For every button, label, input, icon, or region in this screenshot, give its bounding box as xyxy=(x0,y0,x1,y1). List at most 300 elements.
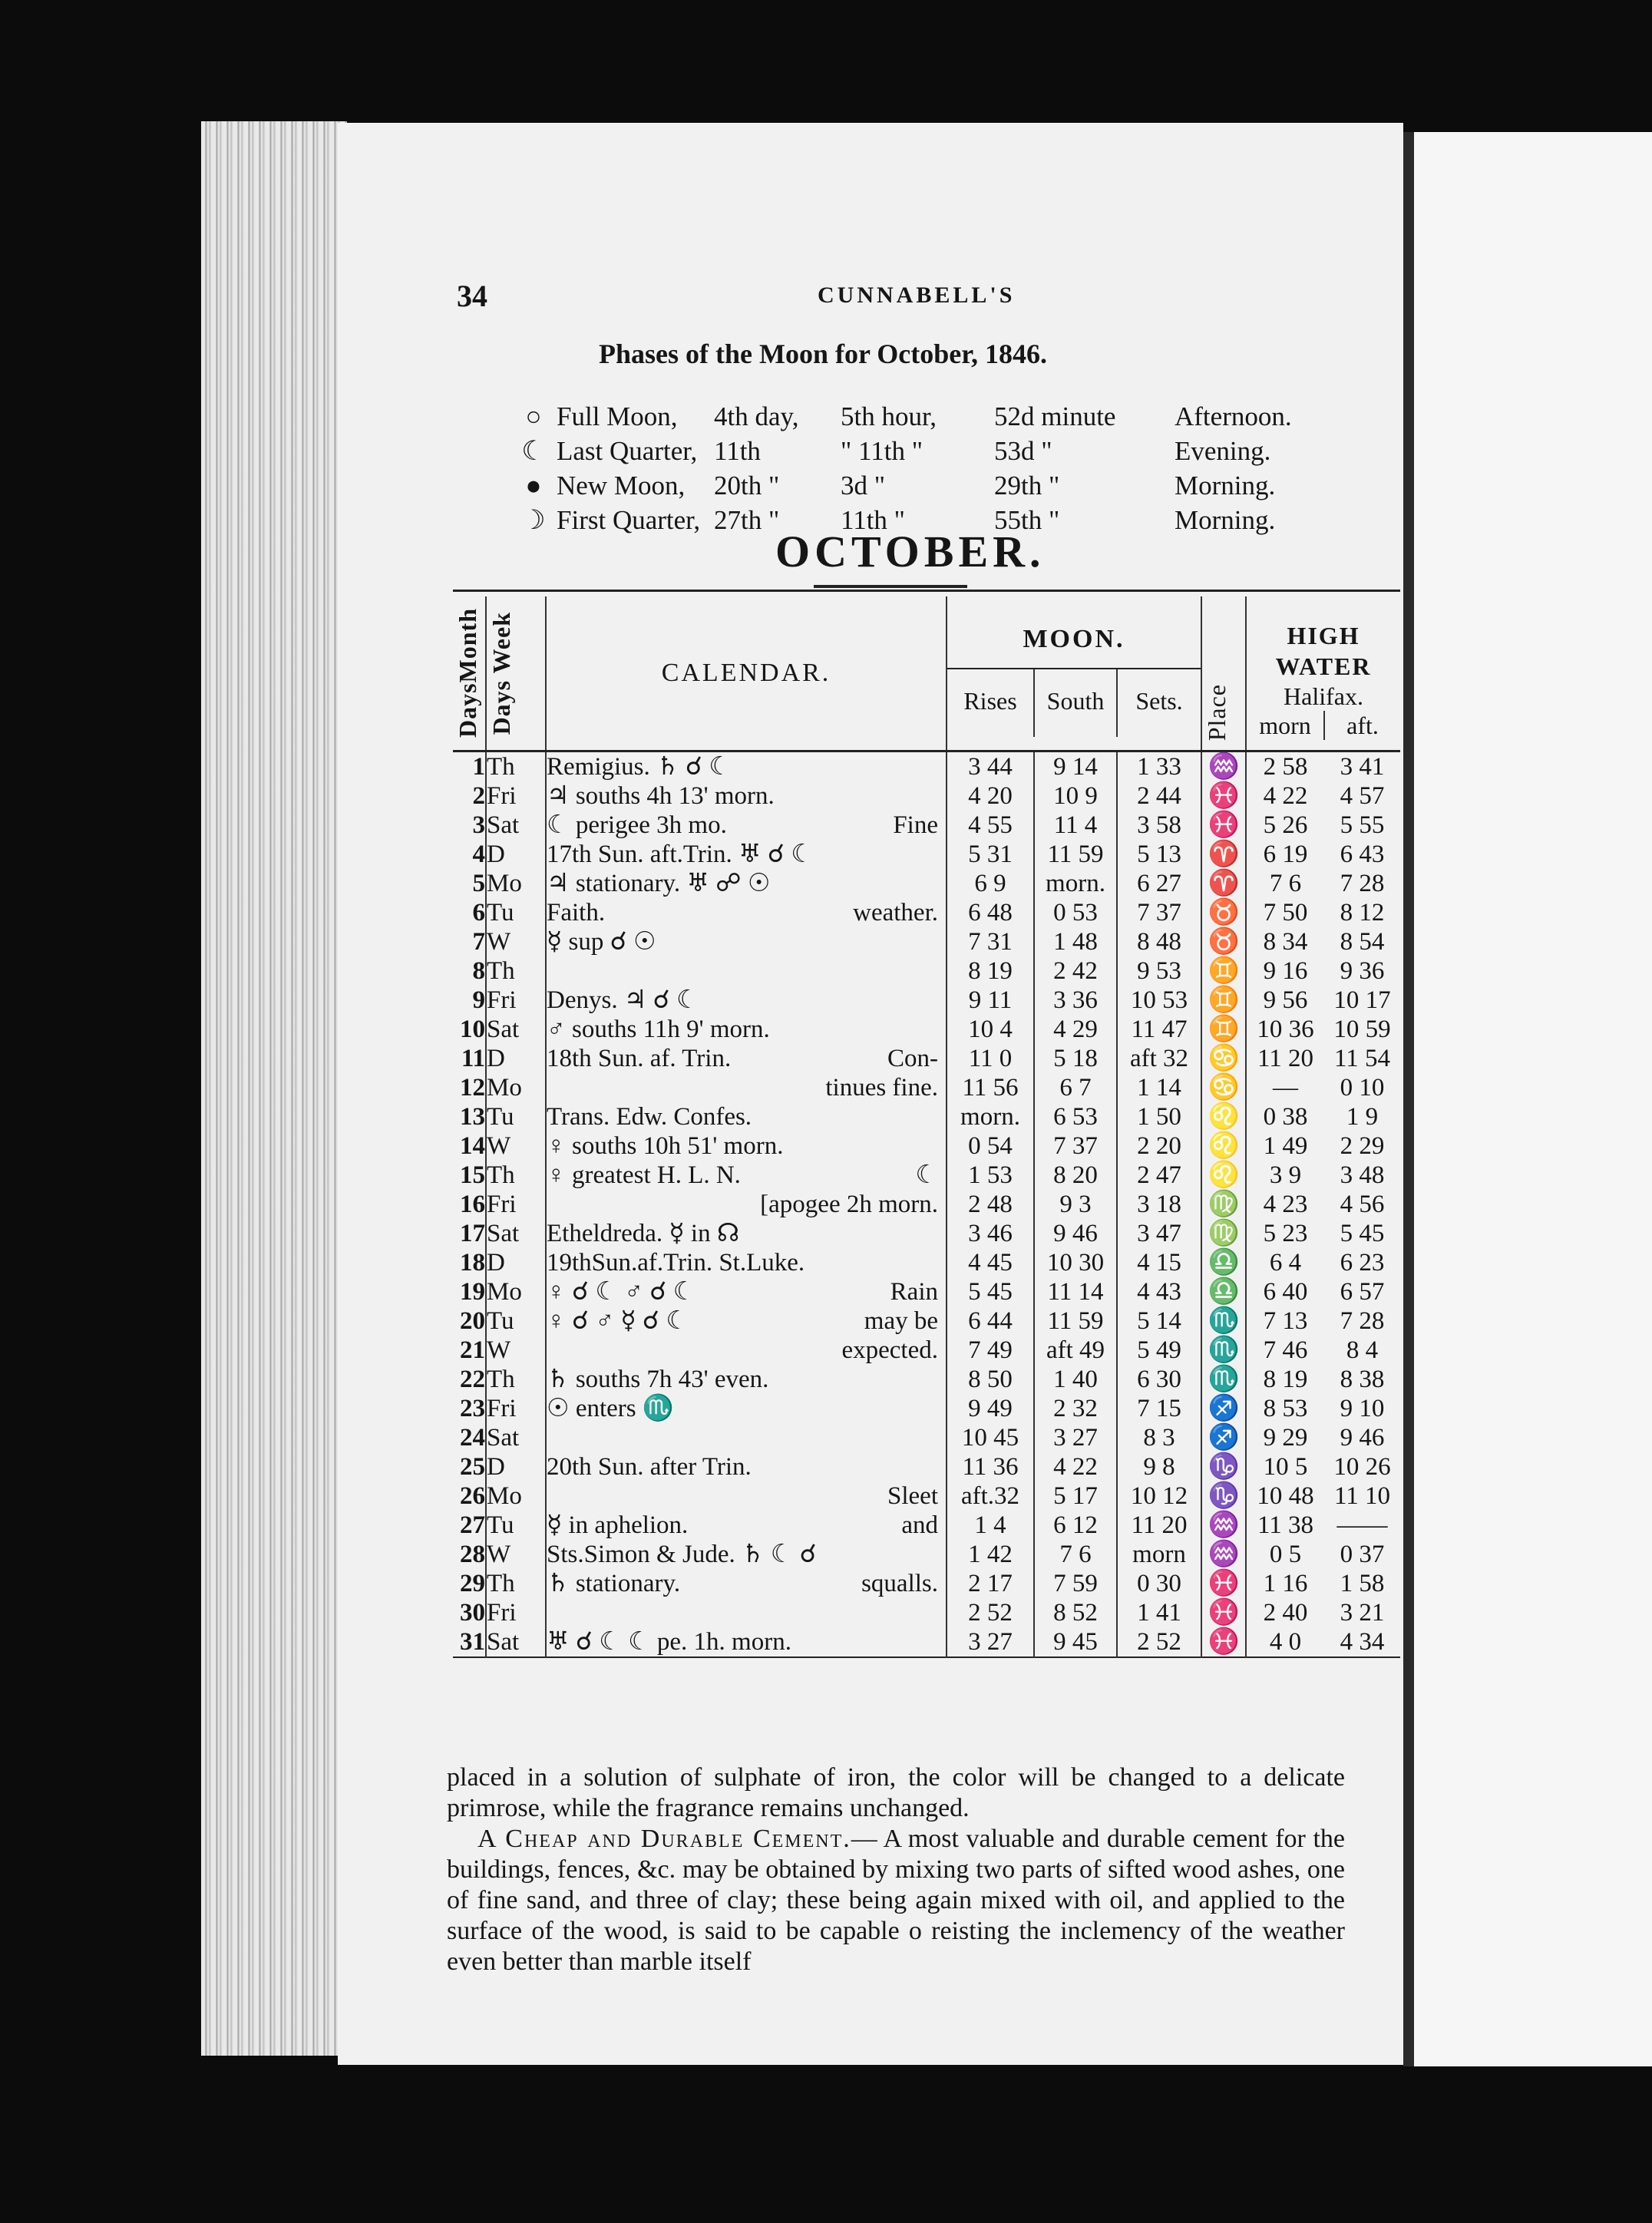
page-edges xyxy=(201,121,347,2056)
moon-place-sign: ♉ xyxy=(1201,927,1246,956)
high-water-aft: 0 10 xyxy=(1340,1074,1385,1102)
calendar-note-text xyxy=(547,927,946,956)
moon-sets: 1 50 xyxy=(1117,1102,1201,1131)
header-rises: Rises xyxy=(963,687,1017,715)
moon-rises: aft.32 xyxy=(947,1481,1034,1511)
calendar-note xyxy=(546,1248,947,1277)
moon-sets: 6 30 xyxy=(1117,1365,1201,1394)
day-of-month: 16 xyxy=(460,1191,485,1218)
moon-rises: 1 4 xyxy=(947,1511,1034,1540)
phase-symbol-icon: ● xyxy=(525,471,542,500)
day-of-week: Sat xyxy=(486,811,546,840)
table-row xyxy=(453,1423,1400,1452)
phase-name: New Moon, xyxy=(557,471,686,500)
day-of-week: Th xyxy=(486,1161,546,1190)
table-row xyxy=(453,956,1400,986)
table-row xyxy=(453,898,1400,927)
high-water-aft: 10 59 xyxy=(1333,1016,1391,1043)
moon-south: 2 32 xyxy=(1034,1394,1117,1423)
calendar-note xyxy=(546,1336,947,1365)
moon-rises: 7 49 xyxy=(947,1336,1034,1365)
calendar-note-text xyxy=(547,986,946,1015)
table-row xyxy=(453,1102,1400,1131)
high-water-aft: 3 48 xyxy=(1340,1161,1385,1189)
moon-place-sign: ♊ xyxy=(1201,986,1246,1015)
phase-hour: 5th hour, xyxy=(841,401,937,431)
day-of-month: 19 xyxy=(460,1278,485,1306)
high-water-aft: 11 54 xyxy=(1333,1045,1391,1072)
table-row xyxy=(453,1015,1400,1044)
calendar-note-text xyxy=(547,1190,946,1219)
day-of-month: 18 xyxy=(460,1249,485,1277)
calendar-note-text xyxy=(547,869,946,898)
moon-south: 9 46 xyxy=(1034,1219,1117,1248)
phase-hour: " 11th " xyxy=(841,436,923,466)
phase-hour: 11th " xyxy=(841,505,905,535)
month-title: OCTOBER. xyxy=(775,527,1046,576)
high-water-aft: 8 12 xyxy=(1340,899,1385,927)
table-row xyxy=(453,1248,1400,1277)
calendar-note-text xyxy=(547,1015,946,1044)
calendar-note-left: ♃ souths 4h 13' morn. xyxy=(547,782,775,810)
high-water-morn: 10 5 xyxy=(1246,1452,1324,1481)
calendar-note-left: 18th Sun. af. Trin. xyxy=(547,1045,732,1072)
high-water-morn: 4 23 xyxy=(1246,1190,1324,1219)
day-of-week: Th xyxy=(486,1569,546,1598)
day-of-week: Th xyxy=(486,1365,546,1394)
moon-south: 11 14 xyxy=(1034,1277,1117,1306)
day-of-month: 25 xyxy=(460,1453,485,1481)
moon-sets: 5 13 xyxy=(1117,840,1201,869)
calendar-note xyxy=(546,1102,947,1131)
calendar-note-right xyxy=(938,752,946,781)
calendar-note xyxy=(546,1481,947,1511)
day-of-month: 24 xyxy=(460,1424,485,1452)
high-water-aft: 1 58 xyxy=(1340,1570,1385,1597)
day-of-week: D xyxy=(486,840,546,869)
high-water-aft: 3 21 xyxy=(1340,1599,1385,1627)
moon-rises: 4 45 xyxy=(947,1248,1034,1277)
table-row xyxy=(453,751,1400,782)
moon-south: 11 4 xyxy=(1034,811,1117,840)
day-of-week: Fri xyxy=(486,1190,546,1219)
day-of-week: Sat xyxy=(486,1627,546,1657)
phase-time: Afternoon. xyxy=(1175,401,1292,431)
moon-sets: 8 3 xyxy=(1117,1423,1201,1452)
calendar-note-text xyxy=(547,1336,946,1365)
phase-time: Morning. xyxy=(1175,505,1276,535)
moon-place-sign: ♈ xyxy=(1201,869,1246,898)
high-water-morn: 7 13 xyxy=(1246,1306,1324,1336)
moon-place-sign: ♍ xyxy=(1201,1190,1246,1219)
moon-south: 6 7 xyxy=(1034,1073,1117,1102)
high-water-morn: 7 50 xyxy=(1246,898,1324,927)
calendar-note-left: ♅ ☌ ☾ ☾ pe. 1h. morn. xyxy=(547,1628,791,1656)
calendar-note xyxy=(546,1306,947,1336)
moon-place-sign: ♋ xyxy=(1201,1044,1246,1073)
calendar-note-left: ♄ stationary. xyxy=(547,1570,681,1597)
facing-page xyxy=(1403,132,1652,2066)
calendar-note-text xyxy=(547,1394,946,1423)
moon-place-sign: ♌ xyxy=(1201,1161,1246,1190)
moon-place-sign: ♐ xyxy=(1201,1394,1246,1423)
high-water-morn: 2 40 xyxy=(1246,1598,1324,1627)
day-of-month: 7 xyxy=(472,928,485,956)
table-row xyxy=(453,927,1400,956)
moon-place-sign: ♉ xyxy=(1201,898,1246,927)
high-water-aft: 5 45 xyxy=(1340,1220,1385,1247)
day-of-month: 14 xyxy=(460,1132,485,1160)
day-of-week: Sat xyxy=(486,1219,546,1248)
moon-rises: 10 4 xyxy=(947,1015,1034,1044)
moon-place-sign: ♏ xyxy=(1201,1306,1246,1336)
calendar-note-text xyxy=(547,1540,946,1569)
day-of-week: D xyxy=(486,1248,546,1277)
header-sets: Sets. xyxy=(1116,669,1201,737)
moon-place-sign: ♎ xyxy=(1201,1248,1246,1277)
day-of-month: 22 xyxy=(460,1366,485,1393)
calendar-note xyxy=(546,1598,947,1627)
high-water-aft: 8 4 xyxy=(1346,1336,1379,1364)
calendar-note xyxy=(546,1423,947,1452)
footer-text xyxy=(447,1762,1345,1977)
moon-south: 9 14 xyxy=(1034,751,1117,782)
calendar-note-right xyxy=(938,927,946,956)
calendar-note-right: weather. xyxy=(853,899,938,927)
high-water-aft: 4 34 xyxy=(1340,1628,1385,1656)
calendar-note-left: Denys. ♃ ☌ ☾ xyxy=(547,986,699,1014)
moon-rises: 6 44 xyxy=(947,1306,1034,1336)
moon-place-sign: ♏ xyxy=(1201,1365,1246,1394)
high-water-morn: 1 16 xyxy=(1246,1569,1324,1598)
moon-sets: 11 20 xyxy=(1117,1511,1201,1540)
day-of-month: 11 xyxy=(461,1045,485,1072)
header-moon: MOON. xyxy=(947,609,1201,669)
calendar-note-right: expected. xyxy=(841,1336,938,1364)
calendar-note-text xyxy=(547,1481,946,1511)
calendar-note-right xyxy=(938,1102,946,1131)
phase-name: First Quarter, xyxy=(557,505,701,535)
calendar-note-text xyxy=(547,1452,946,1481)
moon-rises: 6 9 xyxy=(947,869,1034,898)
calendar-note-left: ♀ ☌ ♂ ☿ ☌ ☾ xyxy=(547,1307,689,1335)
high-water-morn: 11 38 xyxy=(1246,1511,1324,1540)
high-water-aft: 4 56 xyxy=(1340,1191,1385,1218)
calendar-note xyxy=(546,1452,947,1481)
high-water-morn: 10 48 xyxy=(1246,1481,1324,1511)
moon-rises: 4 20 xyxy=(947,781,1034,811)
moon-sets: 5 14 xyxy=(1117,1306,1201,1336)
header-morn: morn xyxy=(1259,712,1311,739)
high-water-morn: 8 53 xyxy=(1246,1394,1324,1423)
calendar-note-text xyxy=(547,1248,946,1277)
calendar-note-left: 19thSun.af.Trin. St.Luke. xyxy=(547,1249,805,1277)
calendar-note-left: ♀ greatest H. L. N. xyxy=(547,1161,741,1189)
moon-place-sign: ♊ xyxy=(1201,956,1246,986)
high-water-aft: —— xyxy=(1336,1511,1388,1539)
page-header xyxy=(457,278,1278,316)
calendar-note-text xyxy=(547,1627,946,1657)
moon-sets: 1 33 xyxy=(1117,751,1201,782)
moon-place-sign: ♑ xyxy=(1201,1452,1246,1481)
calendar-note-right xyxy=(938,986,946,1015)
moon-sets: 7 15 xyxy=(1117,1394,1201,1423)
moon-rises: 2 52 xyxy=(947,1598,1034,1627)
moon-rises: morn. xyxy=(947,1102,1034,1131)
moon-sets: 7 37 xyxy=(1117,898,1201,927)
moon-sets: 10 53 xyxy=(1117,986,1201,1015)
moon-sets: 4 43 xyxy=(1117,1277,1201,1306)
high-water-aft: 11 10 xyxy=(1333,1482,1391,1510)
phase-day: 20th " xyxy=(714,471,780,500)
day-of-month: 8 xyxy=(472,957,485,985)
moon-place-sign: ♓ xyxy=(1201,1598,1246,1627)
page-number: 34 xyxy=(457,279,487,313)
day-of-month: 20 xyxy=(460,1307,485,1335)
calendar-note-right xyxy=(938,1248,946,1277)
calendar-note xyxy=(546,956,947,986)
moon-rises: 5 45 xyxy=(947,1277,1034,1306)
calendar-note-text xyxy=(547,898,946,927)
table-row xyxy=(453,1511,1400,1540)
high-water-morn: 0 38 xyxy=(1246,1102,1324,1131)
calendar-note xyxy=(546,781,947,811)
moon-rises: 11 0 xyxy=(947,1044,1034,1073)
moon-rises: 3 46 xyxy=(947,1219,1034,1248)
calendar-note-left: Etheldreda. ☿ in ☊ xyxy=(547,1220,740,1247)
moon-place-sign: ♊ xyxy=(1201,1015,1246,1044)
calendar-note-right: ☾ xyxy=(915,1161,938,1189)
calendar-note-right xyxy=(938,869,946,898)
calendar-note xyxy=(546,927,947,956)
day-of-week: Mo xyxy=(486,1481,546,1511)
moon-south: 1 40 xyxy=(1034,1365,1117,1394)
high-water-morn: 6 19 xyxy=(1246,840,1324,869)
phase-symbol-icon: ☾ xyxy=(521,436,546,466)
calendar-note-left: ♂ souths 11h 9' morn. xyxy=(547,1016,770,1043)
month-rule xyxy=(814,585,967,588)
calendar-note-text xyxy=(547,1277,946,1306)
day-of-month: 1 xyxy=(472,753,485,781)
day-of-month: 21 xyxy=(460,1336,485,1364)
moon-place-sign: ♓ xyxy=(1201,781,1246,811)
moon-south: 3 27 xyxy=(1034,1423,1117,1452)
calendar-note xyxy=(546,1131,947,1161)
calendar-note-right xyxy=(938,1015,946,1044)
moon-rises: 9 11 xyxy=(947,986,1034,1015)
calendar-note-text xyxy=(547,840,946,869)
day-of-week: W xyxy=(486,1131,546,1161)
moon-south: 1 48 xyxy=(1034,927,1117,956)
moon-sets: 2 44 xyxy=(1117,781,1201,811)
calendar-note-text xyxy=(547,1306,946,1336)
day-of-week: Tu xyxy=(486,1102,546,1131)
day-of-month: 5 xyxy=(472,870,485,897)
moon-sets: morn xyxy=(1117,1540,1201,1569)
table-top-rule xyxy=(453,591,1400,597)
day-of-month: 12 xyxy=(460,1074,485,1102)
table-bottom-cell xyxy=(453,1657,1400,1661)
moon-place-sign: ♌ xyxy=(1201,1102,1246,1131)
phase-day: 11th xyxy=(714,436,761,466)
day-of-month: 10 xyxy=(460,1016,485,1043)
moon-sets: 6 27 xyxy=(1117,869,1201,898)
moon-place-sign: ♒ xyxy=(1201,1511,1246,1540)
moon-sets: 2 52 xyxy=(1117,1627,1201,1657)
calendar-note xyxy=(546,1569,947,1598)
calendar-note xyxy=(546,869,947,898)
day-of-week: Th xyxy=(486,751,546,782)
table-row xyxy=(453,1452,1400,1481)
calendar-note-right: Rain xyxy=(890,1278,938,1306)
moon-place-sign: ♍ xyxy=(1201,1219,1246,1248)
calendar-note-text xyxy=(547,1569,946,1598)
calendar-note-right xyxy=(938,1540,946,1569)
moon-place-sign: ♓ xyxy=(1201,811,1246,840)
calendar-note-left: ♄ souths 7h 43' even. xyxy=(547,1366,769,1393)
moon-sets: 1 41 xyxy=(1117,1598,1201,1627)
calendar-note-right xyxy=(938,1365,946,1394)
table-row xyxy=(453,1306,1400,1336)
moon-rises: 8 19 xyxy=(947,956,1034,986)
high-water-morn: 8 19 xyxy=(1246,1365,1324,1394)
calendar-note-right: Con- xyxy=(887,1045,938,1072)
moon-rises: 10 45 xyxy=(947,1423,1034,1452)
calendar-note-text xyxy=(547,811,946,840)
phase-symbol-icon: ☽ xyxy=(521,505,546,535)
calendar-note-right xyxy=(938,840,946,869)
day-of-month: 26 xyxy=(460,1482,485,1510)
phase-time: Evening. xyxy=(1175,436,1271,466)
high-water-aft: 5 55 xyxy=(1340,811,1385,839)
high-water-aft: 8 54 xyxy=(1340,928,1385,956)
day-of-week: W xyxy=(486,927,546,956)
high-water-aft: 7 28 xyxy=(1340,870,1385,897)
table-row xyxy=(453,1190,1400,1219)
day-of-month: 2 xyxy=(472,782,485,810)
moon-place-sign: ♋ xyxy=(1201,1073,1246,1102)
calendar-note xyxy=(546,811,947,840)
header-moon-group xyxy=(947,596,1201,751)
high-water-aft: 9 46 xyxy=(1340,1424,1385,1452)
phases-title: Phases of the Moon for October, 1846. xyxy=(599,339,1047,369)
moon-sets: 0 30 xyxy=(1117,1569,1201,1598)
high-water-aft: 6 23 xyxy=(1340,1249,1385,1277)
calendar-note xyxy=(546,1511,947,1540)
moon-sets: aft 32 xyxy=(1117,1044,1201,1073)
moon-sets: 1 14 xyxy=(1117,1073,1201,1102)
moon-place-sign: ♐ xyxy=(1201,1423,1246,1452)
high-water-morn: — xyxy=(1246,1073,1324,1102)
calendar-note-left: Sts.Simon & Jude. ♄ ☾ ☌ xyxy=(547,1541,817,1568)
table-row xyxy=(453,1394,1400,1423)
moon-south: morn. xyxy=(1034,869,1117,898)
day-of-month: 17 xyxy=(460,1220,485,1247)
calendar-note-text xyxy=(547,1131,946,1161)
high-water-morn: 10 36 xyxy=(1246,1015,1324,1044)
moon-rises: 0 54 xyxy=(947,1131,1034,1161)
phase-symbol-icon: ○ xyxy=(525,401,542,431)
calendar-note xyxy=(546,1277,947,1306)
moon-south: 6 53 xyxy=(1034,1102,1117,1131)
moon-sets: 3 47 xyxy=(1117,1219,1201,1248)
day-of-week: Fri xyxy=(486,986,546,1015)
day-of-week: Sat xyxy=(486,1423,546,1452)
moon-south: 5 17 xyxy=(1034,1481,1117,1511)
high-water-morn: 8 34 xyxy=(1246,927,1324,956)
table-row xyxy=(453,1219,1400,1248)
day-of-month: 28 xyxy=(460,1541,485,1568)
moon-place-sign: ♒ xyxy=(1201,751,1246,782)
high-water-morn: 5 26 xyxy=(1246,811,1324,840)
high-water-morn: 3 9 xyxy=(1246,1161,1324,1190)
calendar-note-text xyxy=(547,781,946,811)
day-of-month: 31 xyxy=(460,1628,485,1656)
phase-minute: 53d " xyxy=(994,436,1052,466)
calendar-note-right: and xyxy=(901,1511,938,1539)
table-row xyxy=(453,1044,1400,1073)
moon-south: 2 42 xyxy=(1034,956,1117,986)
calendar-note-text xyxy=(547,1161,946,1190)
calendar-note-right xyxy=(938,781,946,811)
moon-rises: 3 27 xyxy=(947,1627,1034,1657)
calendar-note xyxy=(546,1394,947,1423)
table-row xyxy=(453,1131,1400,1161)
moon-rises: 3 44 xyxy=(947,751,1034,782)
moon-south: 9 45 xyxy=(1034,1627,1117,1657)
high-water-aft: 10 26 xyxy=(1333,1453,1391,1481)
high-water-aft: 6 57 xyxy=(1340,1278,1385,1306)
day-of-week: Tu xyxy=(486,1306,546,1336)
calendar-note-text xyxy=(547,1102,946,1131)
high-water-aft: 7 28 xyxy=(1340,1307,1385,1335)
calendar-note-right xyxy=(938,1452,946,1481)
moon-place-sign: ♓ xyxy=(1201,1627,1246,1657)
day-of-month: 27 xyxy=(460,1511,485,1539)
high-water-morn: 1 49 xyxy=(1246,1131,1324,1161)
moon-rises: 1 53 xyxy=(947,1161,1034,1190)
calendar-note-right: Sleet xyxy=(887,1482,938,1510)
moon-place-sign: ♓ xyxy=(1201,1569,1246,1598)
moon-south: 10 30 xyxy=(1034,1248,1117,1277)
moon-south: 7 37 xyxy=(1034,1131,1117,1161)
calendar-note xyxy=(546,1190,947,1219)
footer-paragraph-1: placed in a solution of sulphate of iron, the color will be changed to a delicate primrose, while the fragrance remains unchanged. xyxy=(447,1763,1345,1822)
moon-south: 5 18 xyxy=(1034,1044,1117,1073)
table-row xyxy=(453,1598,1400,1627)
calendar-note xyxy=(546,1044,947,1073)
day-of-month: 3 xyxy=(472,811,485,839)
high-water-morn: 6 4 xyxy=(1246,1248,1324,1277)
header-calendar: CALENDAR. xyxy=(546,596,947,751)
header-south: South xyxy=(1033,669,1116,737)
high-water-aft: 8 38 xyxy=(1340,1366,1385,1393)
moon-place-sign: ♒ xyxy=(1201,1540,1246,1569)
calendar-note-left: 17th Sun. aft.Trin. ♅ ☌ ☾ xyxy=(547,841,814,868)
table-row xyxy=(453,1540,1400,1569)
calendar-note-left: ☾ perigee 3h mo. xyxy=(547,811,727,839)
day-of-week: Mo xyxy=(486,1073,546,1102)
high-water-aft: 1 9 xyxy=(1346,1103,1379,1131)
moon-subheaders xyxy=(947,669,1201,737)
calendar-note-right: Fine xyxy=(893,811,938,839)
calendar-note xyxy=(546,1015,947,1044)
calendar-note xyxy=(546,898,947,927)
day-of-week: D xyxy=(486,1044,546,1073)
calendar-note-left: Remigius. ♄ ☌ ☾ xyxy=(547,753,732,781)
calendar-note-left: ☿ sup ☌ ☉ xyxy=(547,928,656,956)
table-row xyxy=(453,1336,1400,1365)
